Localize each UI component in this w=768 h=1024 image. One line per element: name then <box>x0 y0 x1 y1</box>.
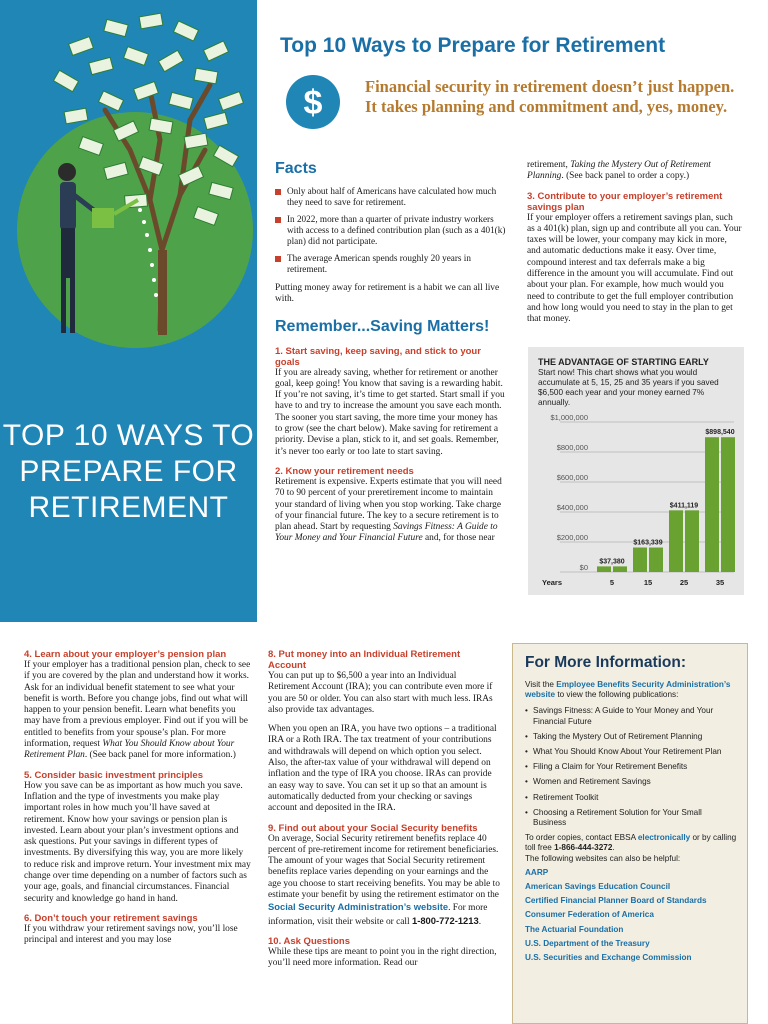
website-link[interactable]: AARP <box>525 867 549 877</box>
list-item: Only about half of Americans have calculated how much they need to save for retirement. <box>275 186 507 208</box>
publication-title: Savings Fitness: A Guide to Your Money and Your Financial Future <box>275 522 498 544</box>
chart-bar <box>597 566 611 572</box>
tip-1-title: 1. Start saving, keep saving, and stick to your goals <box>275 345 481 368</box>
tip-5-title: 5. Consider basic investment principles <box>24 769 203 781</box>
column-tips-8-10 <box>268 645 500 970</box>
chart-subtitle: Start now! This chart shows what you would accumulate at 5, 15, 25 and 35 years if you saved $6,500 each year and your money earned 7% annually. <box>538 368 719 407</box>
tip-2-tail: and, for those near <box>422 533 495 544</box>
tip-3-title: 3. Contribute to your employer’s retirement savings plan <box>527 190 723 213</box>
tip-4-tail: . (See back panel for more information.) <box>84 750 236 761</box>
info-title: For More Information: <box>525 654 687 671</box>
x-tick-label: 15 <box>643 578 653 587</box>
cover-title-line: PREPARE FOR <box>19 455 238 488</box>
info-order <box>525 833 737 853</box>
list-item: • Filing a Claim for Your Retirement Benefits <box>525 762 737 772</box>
cover-title-line: TOP 10 WAYS TO <box>2 419 255 452</box>
y-tick-label: $1,000,000 <box>550 413 588 422</box>
cover-title-line: RETIREMENT <box>28 491 229 524</box>
tip-2-text: Retirement is expensive. Experts estimate that you will need 70 to 90 percent of your preretirement income to maintain your standard of living when you stop working. Take charge of your financial future. The key to a secure retirement is to plan ahead. Start by requesting <box>275 476 502 533</box>
tip-3-body: If your employer offers a retirement savings plan, such as a 401(k) plan, sign up and contribute all you can. Your taxes will be lower, your company may kick in more, and automatic deductions make it easy. Over time, compound interest and tax deferrals make a big difference in the amount you will accumulate. Find out about your plan. For example, how much would you need to contribute to get the full employer contribution and how long would you need to stay in the plan to get that money. <box>527 212 742 325</box>
column-tip-3 <box>527 160 742 326</box>
tip-6-body: If you withdraw your retirement savings now, you’ll lose principal and interest and you may lose <box>24 923 238 946</box>
info-text: or by calling toll free <box>525 833 737 853</box>
ebsa-contact-link[interactable]: electronically <box>637 833 691 843</box>
chart-bar <box>669 510 683 572</box>
cover-title <box>0 418 257 526</box>
chart-bar <box>685 510 699 572</box>
list-item: • What You Should Know About Your Retirement Plan <box>525 747 737 757</box>
chart-bar <box>649 547 663 572</box>
info-helpful: The following websites can also be helpful: <box>525 853 681 863</box>
ebsa-website-link[interactable]: Employee Benefits Security Administration’s website <box>525 680 731 700</box>
facts-closing: Putting money away for retirement is a habit we can all live with. <box>275 283 500 305</box>
y-tick-label: $400,000 <box>556 503 588 512</box>
list-item: • Choosing a Retirement Solution for Your Small Business <box>525 808 737 828</box>
tip-10-title: 10. Ask Questions <box>268 935 351 947</box>
y-tick-label: $200,000 <box>556 533 588 542</box>
tip-8-body-1: You can put up to $6,500 a year into an Individual Retirement Account (IRA); you can contribute even more if you are 50 or older. You can also start with much less. IRAs also provide tax advantages. <box>268 671 493 715</box>
ebsa-phone: 1-866-444-3272 <box>554 843 613 853</box>
tip-9-body <box>268 834 500 928</box>
y-tick-label: $800,000 <box>556 443 588 452</box>
facts-heading: Facts <box>275 160 317 177</box>
data-label: $898,540 <box>705 429 735 437</box>
tip-9-text: On average, Social Security retirement benefits replace 40 percent of pre-retirement income for retirement beneficiaries. The amount of your wages that Social Security retirement benefits replace varies depending on your earnings and the age you choose to start receiving benefits. You may be able to estimate your benefit by using the retirement estimator on the <box>268 833 500 901</box>
more-information-box <box>512 643 748 1024</box>
column-facts <box>275 160 507 545</box>
tip-10-body: While these tips are meant to point you in the right direction, you’ll need more information. Read our <box>268 946 497 969</box>
facts-list <box>275 186 507 275</box>
tip-5-body: How you save can be as important as how much you save. Inflation and the type of investments you make play important roles in how much you’ll have saved at retirement. Know how your savings or pension plan is invested. Learn about your plan’s investment options and ask questions. Put your savings in different types of investments. By diversifying this way, you are more likely to reduce risk and improve return. Your investment mix may change over time depending on a number of factors such as your age, goals, and financial circumstances. Financial security and knowledge go hand in hand. <box>24 780 251 904</box>
info-text: to view the following publications: <box>555 690 679 700</box>
website-link[interactable]: American Savings Education Council <box>525 882 671 892</box>
svg-text:$: $ <box>303 84 323 122</box>
info-text: Visit the <box>525 680 557 689</box>
x-axis-label: Years <box>542 578 563 587</box>
info-visit <box>525 680 737 700</box>
ssa-phone: 1-800-772-1213 <box>411 914 479 926</box>
x-tick-label: 5 <box>609 578 615 587</box>
list-item: • Taking the Mystery Out of Retirement Planning <box>525 732 737 742</box>
y-tick-label: $0 <box>579 563 588 572</box>
website-list <box>525 868 737 963</box>
list-item: The average American spends roughly 20 years in retirement. <box>275 253 507 275</box>
x-tick-label: 25 <box>679 578 689 587</box>
website-link[interactable]: U.S. Department of the Treasury <box>525 938 650 948</box>
list-item: • Women and Retirement Savings <box>525 777 737 787</box>
cont-text: retirement, <box>527 160 571 170</box>
dollar-icon <box>285 74 341 130</box>
tip-1-body: If you are already saving, whether for retirement or another goal, keep going! You know that saving is a rewarding habit. If you’re not saving, it’s time to get started. Start small if you have to and try to increase the amount you save each month. The sooner you start saving, the more time your money has to grow (see the chart below). Make saving for retirement a priority. Devise a plan, stick to it, and set goals. Remember, it’s never too early or too late to start saving. <box>275 367 505 457</box>
publication-title: Taking the Mystery Out of Retirement Planning <box>527 160 711 182</box>
tip-8-body-2: When you open an IRA, you have two options – a traditional IRA or a Roth IRA. The tax treatment of your contributions and withdrawals will depend on which option you select. Also, the after-tax value of your withdrawal will depend on inflation and the type of IRA you choose. IRAs can provide an easy way to save. You can set it up so that an amount is automatically deducted from your checking or savings account and deposited in the IRA. <box>268 724 497 814</box>
publication-title: What You Should Know about Your Retirement Plan <box>24 739 235 761</box>
website-link[interactable]: U.S. Securities and Exchange Commission <box>525 953 692 963</box>
page-title: Top 10 Ways to Prepare for Retirement <box>280 34 666 57</box>
tip-6-title: 6. Don’t touch your retirement savings <box>24 912 198 924</box>
tip-2-body <box>275 477 507 545</box>
chart-bar <box>721 437 735 572</box>
tip-9-text: . For more information, visit their website or call <box>268 903 488 927</box>
y-tick-label: $600,000 <box>556 473 588 482</box>
tip-4-body <box>24 660 252 762</box>
column-tips-4-6 <box>24 645 252 947</box>
data-label: $163,339 <box>633 539 663 547</box>
tip-4-title: 4. Learn about your employer’s pension plan <box>24 649 227 660</box>
remember-heading: Remember...Saving Matters! <box>275 317 490 335</box>
tip-9-end: . <box>478 916 482 927</box>
website-link[interactable]: The Actuarial Foundation <box>525 924 624 934</box>
data-label: $411,119 <box>669 502 699 510</box>
chart-title: THE ADVANTAGE OF STARTING EARLY <box>538 357 709 367</box>
x-tick-label: 35 <box>715 578 725 587</box>
tip-4-text: If your employer has a traditional pension plan, check to see if you are covered by the plan and understand how it works. Ask for an individual benefit statement to see what your benefit is worth. Before you change jobs, find out what will happen to your pension benefit. Learn what benefits you may have from a previous employer. Find out if you will be entitled to benefits from your spouse’s plan. For more information, request <box>24 660 251 750</box>
chart-bar <box>613 566 627 572</box>
data-label: $37,380 <box>599 558 625 566</box>
tip-8-title: 8. Put money into an Individual Retirement Account <box>268 649 461 671</box>
savings-chart <box>528 347 744 595</box>
tip-2-continued <box>527 160 742 183</box>
info-text: . <box>612 843 615 853</box>
ssa-website-link[interactable]: Social Security Administration’s website <box>268 901 449 913</box>
publication-list <box>525 706 737 828</box>
money-tree-illustration <box>10 0 255 400</box>
chart-bar <box>705 437 719 572</box>
website-link[interactable]: Certified Financial Planner Board of Standards <box>525 896 707 906</box>
chart-bar <box>633 547 647 572</box>
list-item: • Retirement Toolkit <box>525 793 737 803</box>
list-item: • Savings Fitness: A Guide to Your Money and Your Financial Future <box>525 706 737 726</box>
list-item: In 2022, more than a quarter of private industry workers with access to a defined contribution plan (such as a 401(k) plan) did not participate. <box>275 214 507 247</box>
tip-2-title: 2. Know your retirement needs <box>275 465 414 477</box>
website-link[interactable]: Consumer Federation of America <box>525 910 654 920</box>
tip-9-title: 9. Find out about your Social Security benefits <box>268 822 478 834</box>
cover-panel <box>0 0 257 622</box>
info-text: To order copies, contact EBSA <box>525 833 638 843</box>
intro-text: Financial security in retirement doesn’t just happen. It takes planning and commitment and, yes, money. <box>365 77 735 116</box>
cont-text: . (See back panel to order a copy.) <box>561 171 690 182</box>
